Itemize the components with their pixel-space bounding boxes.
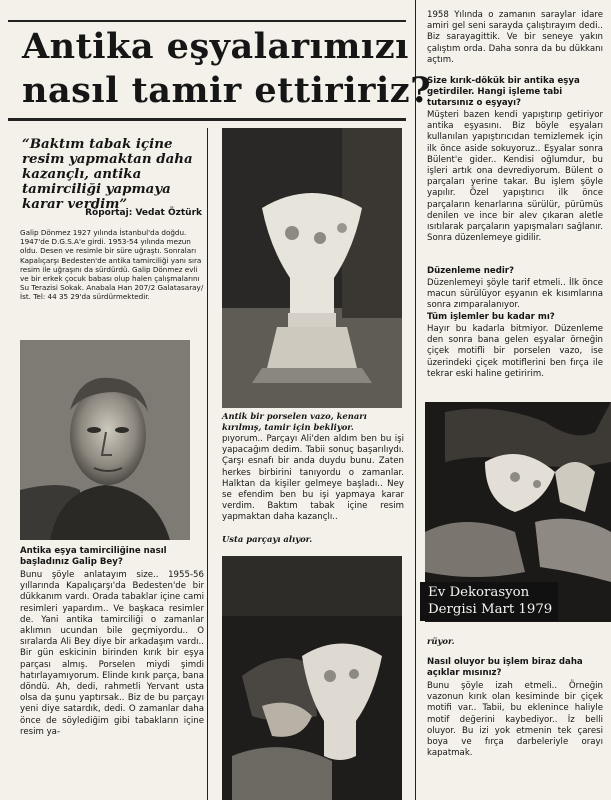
title-top-rule [8,20,406,22]
column-rule-left [207,128,208,800]
interview-answer-2: Müşteri bazen kendi yapıştırıp getiriyor antika eşyasını. Biz böyle eşyaları kullanılan yapıştırıcıdan temizlemek için ilk önce aside sokuyoruz.. Eşyalar sonra Bülent'e gider.. Kendisi oğlumdur, bu işleri artık ona devrediyorum. Bülent o parçaları yerine takar. Bu işlem şöyle yapılır. Özel yapıştırıcı ilk önce parçaların kenarlarına sürülür, pürümüs denilen ve ince bir alev çıkaran aletle ısıtılarak parçaların yapışmaları sağlanır. Sonra düzenlemeye gidilir. [427,110,603,244]
author-bio: Galip Dönmez 1927 yılında İstanbul'da doğdu. 1947'de D.G.S.A'e girdi. 1953-54 yılında mezun oldu. Desen ve resimle bir süre uğraştı. Sonraları Kapalıçarşı Bedesten'de antika tamirciliği yanı sıra resim ile uğraşını da sürdürdü. Galip Dönmez evli ve bir erkek çocuk babası olup halen çalışmalarını Su Terazisi Sokak. Anabala Han 207/2 Galatasaray/İst. Tel: 44 35 29'da sürdürmektedir. [20,228,204,302]
col3-paragraph-1: 1958 Yılında o zamanın saraylar idare amiri gel seni sarayda çalıştırayım dedi.. Biz sarayagittik. Ve bir seneye yakın çalıştım orda. Daha sonra da bu dükkanı açtım. [427,10,603,65]
interview-question-3: Düzenleme nedir? [427,266,515,276]
magazine-source-line-2: Dergisi Mart 1979 [428,602,553,617]
interview-question-2: Size kırık-dökük bir antika eşya getirdiler. Hangi işleme tabi tutarsınız o eşyayı? [427,76,580,108]
photo-caption-3-tail: rüyor. [427,636,455,646]
column-rule-right [415,0,416,800]
photo-caption-1: Antik bir porselen vazo, kenarı kırılmış, tamir için bekliyor. [222,411,367,432]
magazine-source-label [420,582,558,621]
interview-question-1: Antika eşya tamirciliğine nasıl başladınız Galip Bey? [20,546,167,567]
magazine-source-line-1: Ev Dekorasyon [428,585,530,600]
byline: Röportaj: Vedat Öztürk [85,208,202,218]
photo-caption-2: Usta parçayı alıyor. [222,534,313,544]
vase-photo-1 [222,128,402,408]
title-bottom-rule [8,118,406,121]
interview-answer-1: Bunu şöyle anlatayım size.. 1955-56 yıllarında Kapalıçarşı'da Bedesten'de bir dükkanım vardı. Orada tabaklar içine cami resimleri yapardım.. Ve başkaca resimler de. Yani antika tamirciliği o zamanlar aklımın ucundan bile geçmiyordu.. O sıralarda Ali Bey diye bir arkadaşım vardı.. Bir gün eskicinin birinden kırık bir eşya parçası almış. Porselen miydi şimdi hatırlayamıyorum. Elinde kırık parça, bana döndü. Ah, dedi, rahmetli Yervant usta olsa da şunu yaptırsak.. Biz de bu parçayı yeni diye satardık, dedi. O zamanlar daha önce de söylediğim gibi tabakların içine resim ya- [20,570,204,737]
headline-line-1: Antika eşyalarımızı [22,26,409,67]
headline-line-2: nasıl tamir ettiririz? [22,70,432,111]
interview-question-5: Nasıl oluyor bu işlem biraz daha açıklar mısınız? [427,657,583,678]
portrait-photo [20,340,190,540]
interview-answer-5: Bunu şöyle izah etmeli.. Örneğin vazonun kırık olan kesiminde bir çiçek motifi var.. Tabii, bu eklenince haliyle motif değerini kaybediyor.. İz belli oluyor. Bu izi yok etmenin tek çaresi boya ve fırça darbeleriyle orayı kapatmak. [427,681,603,759]
interview-question-4: Tüm işlemler bu kadar mı? [427,312,555,322]
interview-continuation: pıyorum.. Parçayı Ali'den aldım ben bu işi yapacağım dedim. Tabii sonuç başarılıydı. Çarşı esnafı bir anda duydu bunu. Zaten herkes birbirini tanıyordu o zamanlar. Halktan da kişiler gelmeye başladı.. Ney se efendim ben bu işi yapmaya karar verdim. Baktım tabak içine resim yapmaktan daha kazançlı.. [222,434,404,523]
vase-photo-2 [222,556,402,800]
pull-quote: “Baktım tabak içine resim yapmaktan daha kazançlı, antika tamirciliği yapmaya karar verdim” [22,136,193,212]
interview-answer-3: Düzenlemeyi şöyle tarif etmeli.. İlk önce macun sürülüyor eşyanın ek kısımlarına sonra zımparalanıyor. [427,278,603,311]
interview-answer-4: Hayır bu kadarla bitmiyor. Düzenleme den sonra bana gelen eşyalar örneğin çiçek motifli bir porselen vazo, ise üzerindeki çiçek motiflerini ben fırça ile tekrar eski haline getiririm. [427,324,603,379]
